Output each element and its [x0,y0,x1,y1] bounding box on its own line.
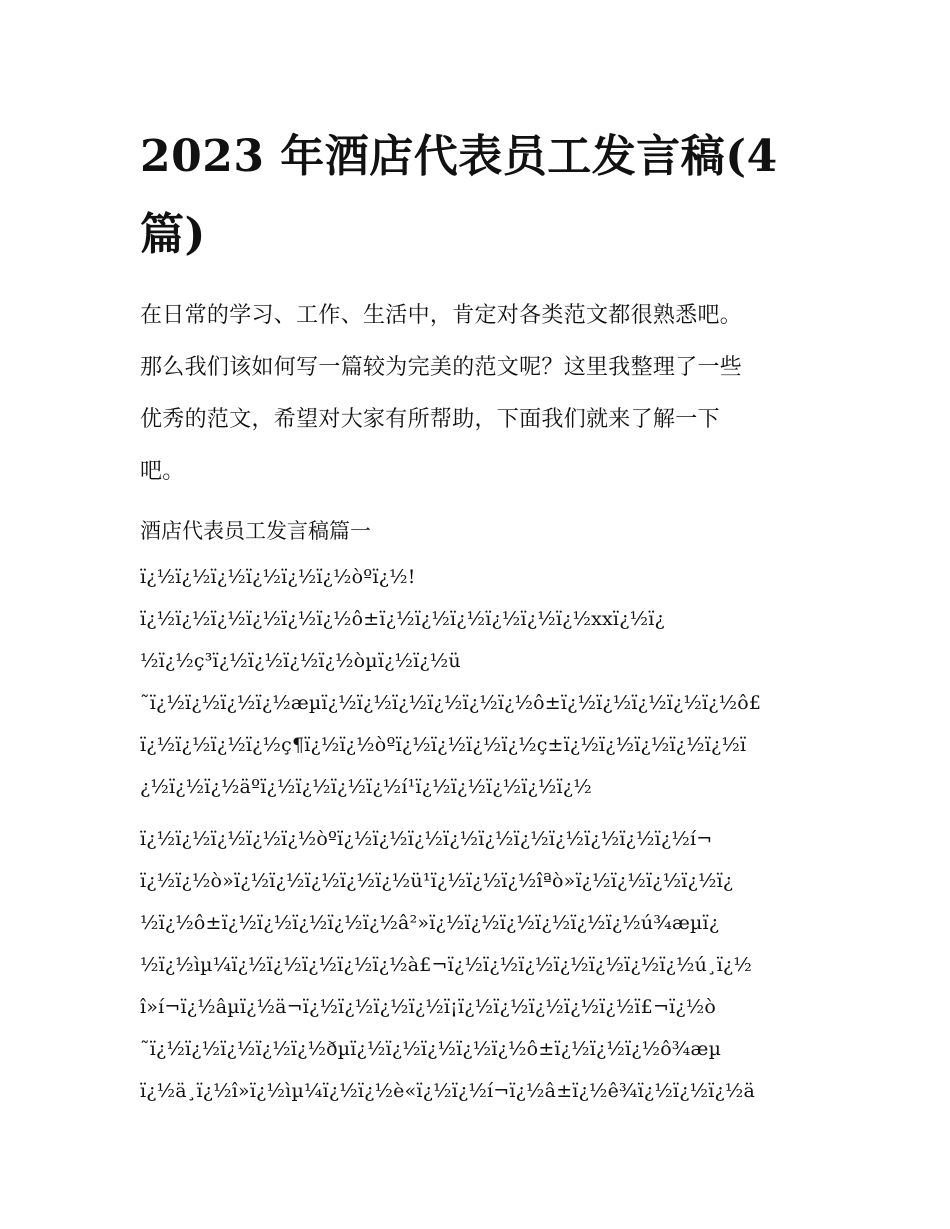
title-line-1: 2023 年酒店代表员工发言稿(4 [140,131,778,182]
body-line: ï¿½ä¸ï¿½î»ï¿½ìµ¼ï¿½ï¿½è«ï¿½ï¿½í¬ï¿½â±ï¿½ê¾ï¿½ï¿½ï¿½ä [140,1080,756,1102]
body-line: ½ï¿½ìµ¼ï¿½ï¿½ï¿½ï¿½ï¿½à£¬ï¿½ï¿½ï¿½ï¿½ï¿½ï¿½ï¿½ú¸ï¿½ [140,954,753,976]
section-heading: 酒店代表员工发言稿篇一 [140,519,371,543]
body-line: ï¿½ï¿½ò»ï¿½ï¿½ï¿½ï¿½ï¿½ü¹ï¿½ï¿½ï¿½îªò»ï¿½ï¿½ï¿½ï¿½ï¿ [140,870,734,892]
intro-line: 在日常的学习、工作、生活中，肯定对各类范文都很熟悉吧。 [140,303,743,328]
intro-line: 优秀的范文，希望对大家有所帮助，下面我们就来了解一下 [140,407,720,432]
garbled-body [140,556,815,1112]
body-line: ˜ï¿½ï¿½ï¿½ï¿½æµï¿½ï¿½ï¿½ï¿½ï¿½ï¿½ô±ï¿½ï¿½ï¿½ï¿½ï¿½ô£ [140,692,762,714]
body-line: ï¿½ï¿½ï¿½ï¿½ï¿½ï¿½òºï¿½! [140,566,416,588]
body-line: ï¿½ï¿½ï¿½ï¿½ï¿½òºï¿½ï¿½ï¿½ï¿½ï¿½ï¿½ï¿½ï¿½ï¿½ï¿½í¬ [140,828,713,850]
body-line: ˜ï¿½ï¿½ï¿½ï¿½ï¿½ðµï¿½ï¿½ï¿½ï¿½ï¿½ô±ï¿½ï¿½ï¿½ô¾æµ [140,1038,722,1060]
body-line: ½ï¿½ç³ï¿½ï¿½ï¿½ï¿½òµï¿½ï¿½ü [140,650,461,672]
body-line: ½ï¿½ô±ï¿½ï¿½ï¿½ï¿½ï¿½â²»ï¿½ï¿½ï¿½ï¿½ï¿½ï¿½ú¾æµï¿ [140,912,720,934]
document-title [140,118,815,274]
document-page [140,118,815,1112]
body-line: ï¿½ï¿½ï¿½ï¿½ç¶ï¿½ï¿½òºï¿½ï¿½ï¿½ï¿½ç±ï¿½ï¿½ï¿½ï¿½ï¿½ï [140,734,747,756]
body-line: ¿½ï¿½ï¿½äºï¿½ï¿½ï¿½ï¿½í¹ï¿½ï¿½ï¿½ï¿½ï¿½ [140,776,592,798]
body-line: î»í¬ï¿½âµï¿½ä¬ï¿½ï¿½ï¿½ï¿½ï¡ï¿½ï¿½ï¿½ï¿½ï¿½ï£¬ï¿½ò [140,996,717,1018]
title-line-2: 篇) [140,209,206,260]
intro-line: 那么我们该如何写一篇较为完美的范文呢？这里我整理了一些 [140,355,743,380]
intro-line: 吧。 [140,459,185,484]
body-line: ï¿½ï¿½ï¿½ï¿½ï¿½ï¿½ô±ï¿½ï¿½ï¿½ï¿½ï¿½ï¿½xxï¿½ï¿ [140,608,665,630]
intro-paragraph [140,290,815,498]
